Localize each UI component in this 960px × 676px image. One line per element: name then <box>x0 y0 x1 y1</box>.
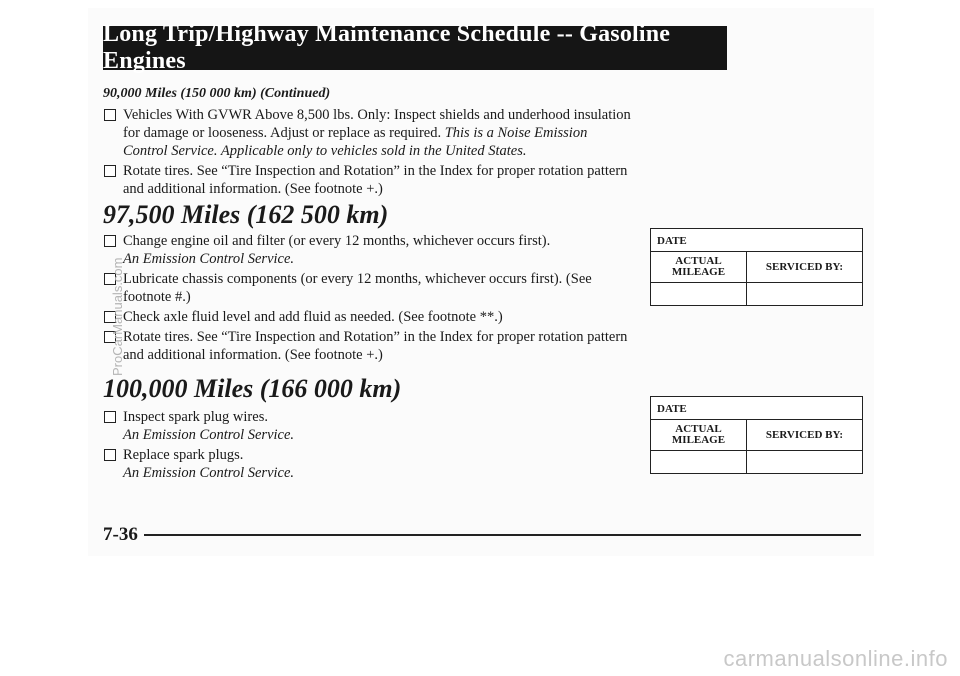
side-watermark: ProCarManuals.com <box>110 257 125 376</box>
checklist-item <box>103 328 633 364</box>
actual-mileage-label: ACTUAL MILEAGE <box>651 252 747 282</box>
mileage-entry-cell[interactable] <box>651 283 747 305</box>
checkbox-icon[interactable] <box>104 109 116 121</box>
bottom-watermark: carmanualsonline.info <box>723 646 948 671</box>
item-text: Inspect spark plug wires. <box>123 409 268 425</box>
item-text: Change engine oil and filter (or every 12 months, whichever occurs first). <box>123 233 551 249</box>
item-note: This is a Noise Emission Control Service. Applicable only to vehicles sold in the United States. <box>123 125 588 159</box>
record-entry-row <box>651 283 862 305</box>
schedule-content <box>103 86 633 484</box>
checklist-item <box>103 232 633 268</box>
item-text: Rotate tires. See “Tire Inspection and Rotation” in the Index for proper rotation pattern and additional information. (See footnote +.) <box>123 329 628 363</box>
checklist-item <box>103 308 633 326</box>
serviced-by-label: SERVICED BY: <box>765 429 844 441</box>
item-text: Rotate tires. See “Tire Inspection and Rotation” in the Index for proper rotation pattern and additional information. (See footnote +.) <box>123 163 628 197</box>
record-header-row <box>651 252 862 283</box>
checklist-item <box>103 408 633 444</box>
footer-rule <box>144 534 861 537</box>
serviced-by-label: SERVICED BY: <box>765 261 844 273</box>
serviced-by-entry-cell[interactable] <box>747 451 862 473</box>
page-footer <box>103 520 861 550</box>
serviced-by-entry-cell[interactable] <box>747 283 862 305</box>
continued-subtitle: 90,000 Miles (150 000 km) (Continued) <box>103 86 331 101</box>
item-text: Lubricate chassis components (or every 12 months, whichever occurs first). (See footnote #.) <box>123 271 592 305</box>
section-heading-97500: 97,500 Miles (162 500 km) <box>103 200 389 229</box>
item-text: Vehicles With GVWR Above 8,500 lbs. Only: Inspect shields and underhood insulation for damage or looseness. Adjust or replace as required. <box>123 107 631 141</box>
item-text: Check axle fluid level and add fluid as needed. (See footnote **.) <box>123 309 503 325</box>
checkbox-icon[interactable] <box>104 165 116 177</box>
mileage-entry-cell[interactable] <box>651 451 747 473</box>
item-note: An Emission Control Service. <box>123 427 295 443</box>
checklist-item <box>103 270 633 306</box>
actual-mileage-label: ACTUAL MILEAGE <box>651 420 747 450</box>
item-note: An Emission Control Service. <box>123 465 295 481</box>
date-field[interactable]: DATE <box>651 229 862 252</box>
date-field[interactable]: DATE <box>651 397 862 420</box>
checkbox-icon[interactable] <box>104 411 116 423</box>
service-record-box <box>650 396 863 474</box>
service-record-box <box>650 228 863 306</box>
page-number: 7-36 <box>103 524 138 545</box>
checklist-item <box>103 446 633 482</box>
section-banner: Long Trip/Highway Maintenance Schedule -- Gasoline Engines <box>103 26 727 70</box>
item-text: Replace spark plugs. <box>123 447 244 463</box>
record-entry-row <box>651 451 862 473</box>
section-heading-100000: 100,000 Miles (166 000 km) <box>103 374 402 403</box>
checklist-item <box>103 162 633 198</box>
checklist-item <box>103 106 633 160</box>
checkbox-icon[interactable] <box>104 449 116 461</box>
item-note: An Emission Control Service. <box>123 251 295 267</box>
record-header-row <box>651 420 862 451</box>
